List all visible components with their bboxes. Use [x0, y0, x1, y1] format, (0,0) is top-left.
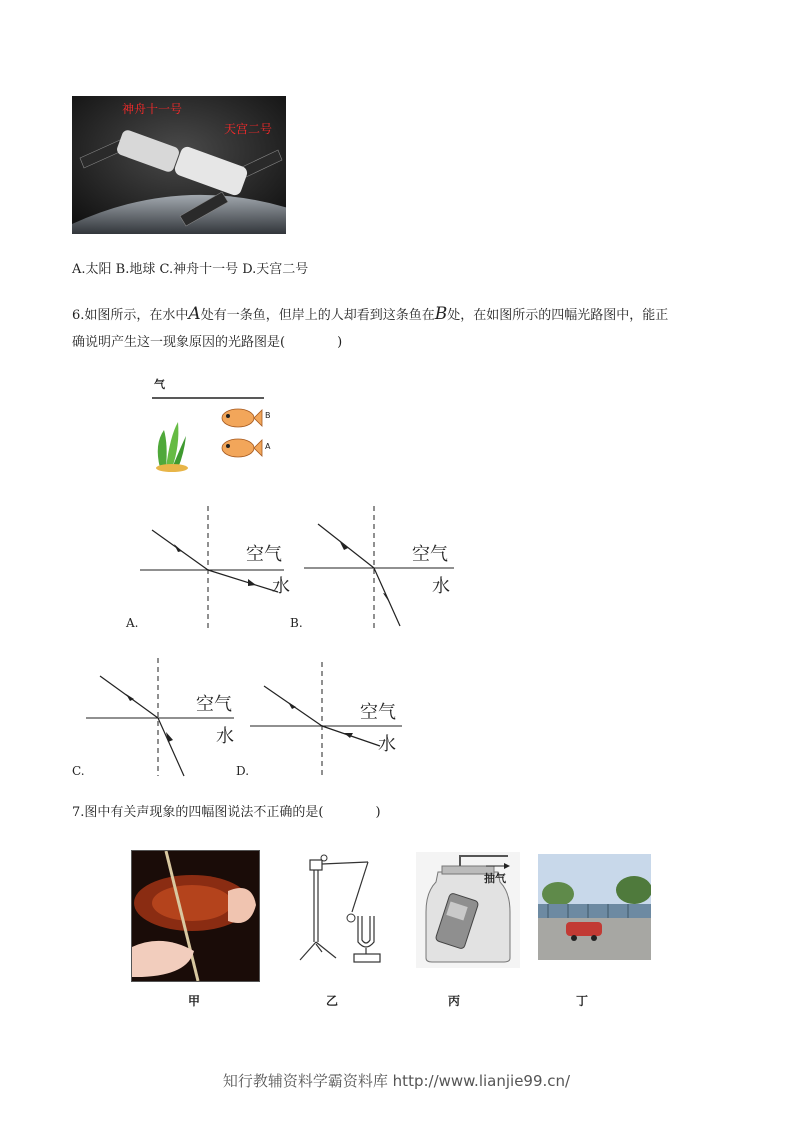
q6-text-part2: 处有一条鱼，但岸上的人却看到这条鱼在 [200, 308, 435, 323]
caption-jia: 甲 [188, 994, 201, 1008]
fish-b-icon [222, 409, 262, 427]
q6-text-part3: 处，在如图所示的四幅光路图中，能正 [447, 308, 669, 323]
vacuum-jar-image [416, 852, 520, 968]
shenzhou-label: 神舟十一号 [122, 102, 183, 116]
q6-var-a: A [188, 304, 201, 324]
diagram-d-air: 空气 [360, 702, 396, 723]
diagram-c [70, 656, 240, 780]
diagram-b [288, 504, 458, 634]
diagram-c-option: C. [72, 764, 85, 778]
seaweed-icon [156, 422, 188, 472]
diagram-c-water: 水 [216, 726, 234, 747]
q6-line2: 确说明产生这一现象原因的光路图是( ) [72, 335, 343, 350]
arrow-right-icon [486, 862, 510, 870]
diagram-a [124, 504, 290, 634]
diagram-a-water: 水 [272, 576, 290, 597]
diagram-b-option: B. [290, 616, 303, 630]
diagram-d-water: 水 [378, 734, 396, 755]
highway-barrier-image [538, 854, 651, 960]
diagram-c-air: 空气 [196, 694, 232, 715]
fish-a-icon [222, 439, 262, 457]
fish-scene-top-label: 气 [154, 378, 165, 391]
fish-scene [148, 374, 278, 474]
caption-yi: 乙 [326, 994, 339, 1008]
diagram-a-option: A. [126, 616, 139, 630]
diagram-b-water: 水 [432, 576, 450, 597]
violin-image [131, 850, 260, 982]
caption-ding: 丁 [576, 994, 589, 1008]
diagram-a-air: 空气 [246, 544, 282, 565]
q6-text-part1: 6.如图所示，在水中 [72, 308, 189, 323]
q6-line1 [72, 304, 668, 326]
diagram-d-option: D. [236, 764, 250, 778]
diagram-b-air: 空气 [412, 544, 448, 565]
space-station-image [72, 96, 286, 234]
fish-a-label: A [265, 442, 271, 451]
tiangong-label: 天宫二号 [224, 122, 273, 136]
footer-watermark: 知行教辅资料学霸资料库 http://www.lianjie99.cn/ [222, 1072, 571, 1090]
diagram-d [234, 660, 414, 780]
tuning-fork-image [296, 852, 390, 970]
fish-b-label: B [265, 411, 271, 420]
pump-label: 抽气 [484, 872, 506, 885]
q6-var-b: B [434, 304, 448, 324]
q7-text: 7.图中有关声现象的四幅图说法不正确的是( ) [72, 805, 381, 820]
q5-options: A.太阳 B.地球 C.神舟十一号 D.天宫二号 [72, 262, 309, 277]
caption-bing: 丙 [448, 994, 461, 1008]
